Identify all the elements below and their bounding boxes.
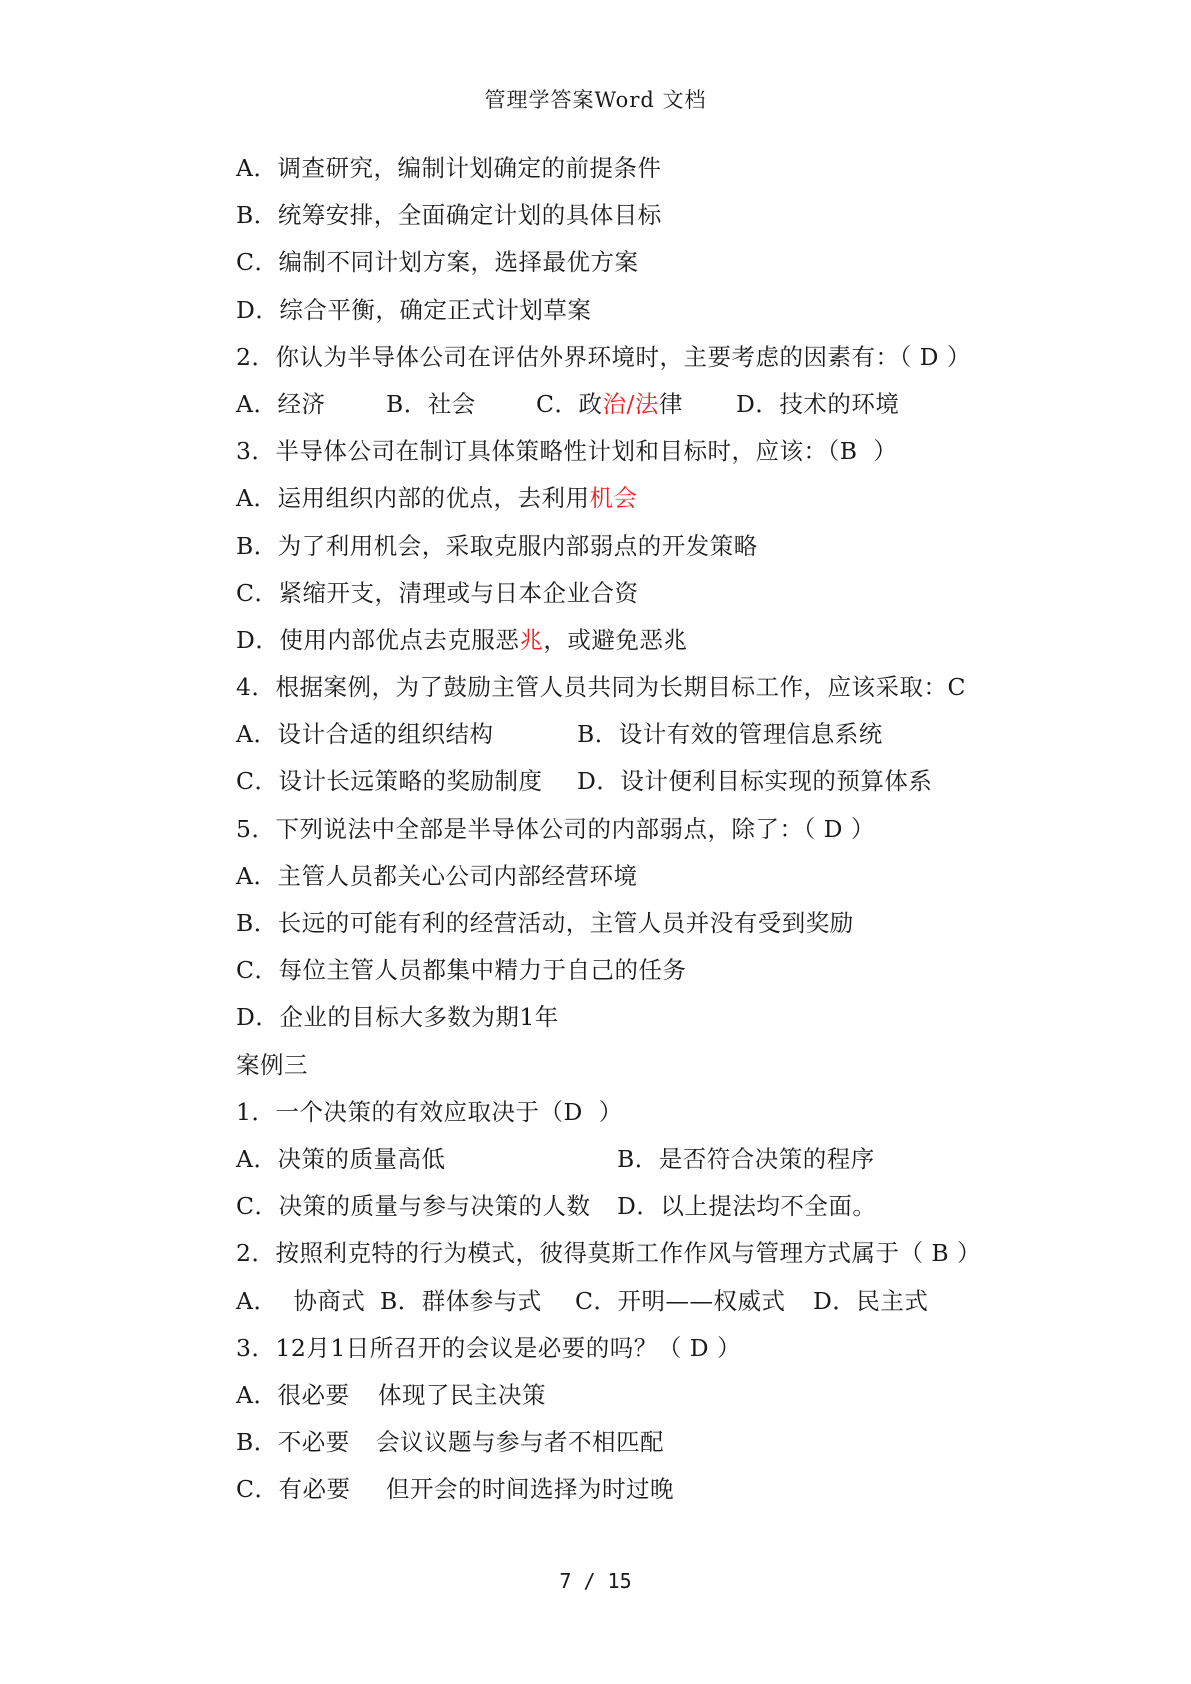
option-b: B．是否符合决策的程序 [617,1144,875,1173]
option-d: D．设计便利目标实现的预算体系 [577,767,933,796]
option-c: C．设计长远策略的奖励制度 [236,767,543,796]
question-line: 3．12月1日所召开的会议是必要的吗？（ D ） [236,1333,742,1362]
option-b: B．设计有效的管理信息系统 [577,720,883,749]
option-line: D．企业的目标大多数为期1年 [236,1003,559,1032]
page-number: 7 / 15 [559,1569,632,1593]
option-line: C．紧缩开支，清理或与日本企业合资 [236,578,639,607]
option-row [236,1136,1056,1183]
option-b: B．社会 [386,389,476,418]
option-reason: 会议议题与参与者不相匹配 [376,1428,664,1457]
question-line: 2．你认为半导体公司在评估外界环境时，主要考虑的因素有：（ D ） [236,342,971,371]
section-heading: 案例三 [236,1050,308,1079]
option-line: A．调查研究，编制计划确定的前提条件 [236,154,662,182]
highlighted-text: 治/法 [602,389,659,418]
option-label: B．不必要 [236,1428,350,1457]
option-reason: 但开会的时间选择为时过晚 [386,1475,674,1504]
question-line: 4．根据案例，为了鼓励主管人员共同为长期目标工作，应该采取：C [236,673,966,702]
question-line: 2．按照利克特的行为模式，彼得莫斯工作作风与管理方式属于（ B ） [236,1239,982,1268]
option-c: C．开明——权威式 [575,1286,786,1315]
page-header: 管理学答案Word 文档 [484,88,707,112]
document-body [236,145,1056,1513]
option-line: A．主管人员都关心公司内部经营环境 [236,861,638,890]
option-line: D．综合平衡，确定正式计划草案 [236,295,592,324]
option-a: A． 协商式 [236,1286,366,1315]
question-line: 1．一个决策的有效应取决于（D ） [236,1097,623,1126]
highlighted-text: 兆 [519,625,544,654]
option-a: A．决策的质量高低 [236,1144,446,1173]
option-line: B．统筹安排，全面确定计划的具体目标 [236,201,662,230]
option-line: C．每位主管人员都集中精力于自己的任务 [236,956,687,985]
option-label: A．很必要 [236,1380,350,1409]
option-line: B．为了利用机会，采取克服内部弱点的开发策略 [236,531,758,560]
option-d: D．民主式 [813,1286,929,1315]
option-row [236,1183,1056,1230]
option-a: A．经济 [236,389,326,418]
option-row [236,1419,1056,1466]
option-row [236,1278,1056,1325]
option-d: D．技术的环境 [736,389,900,418]
option-line: D．使用内部优点去克服恶兆，或避免恶兆 [236,625,688,654]
option-line: C．编制不同计划方案，选择最优方案 [236,248,639,277]
option-line: B．长远的可能有利的经营活动，主管人员并没有受到奖励 [236,909,854,937]
option-label: C．有必要 [236,1475,351,1504]
option-row [236,381,1056,428]
option-b: B．群体参与式 [380,1286,542,1315]
option-line: A．运用组织内部的优点，去利用机会 [236,484,638,513]
option-c: C．政治/法律 [536,389,683,418]
option-a: A．设计合适的组织结构 [236,720,494,749]
highlighted-text: 机会 [589,484,638,513]
option-row [236,1466,1056,1513]
question-line: 3．半导体公司在制订具体策略性计划和目标时，应该：（B ） [236,437,898,466]
option-row [236,711,1056,758]
option-d: D．以上提法均不全面。 [617,1192,877,1221]
option-reason: 体现了民主决策 [378,1380,546,1409]
option-row [236,758,1056,805]
question-line: 5．下列说法中全部是半导体公司的内部弱点，除了：（ D ） [236,814,875,843]
option-row [236,1372,1056,1419]
option-c: C．决策的质量与参与决策的人数 [236,1192,591,1221]
